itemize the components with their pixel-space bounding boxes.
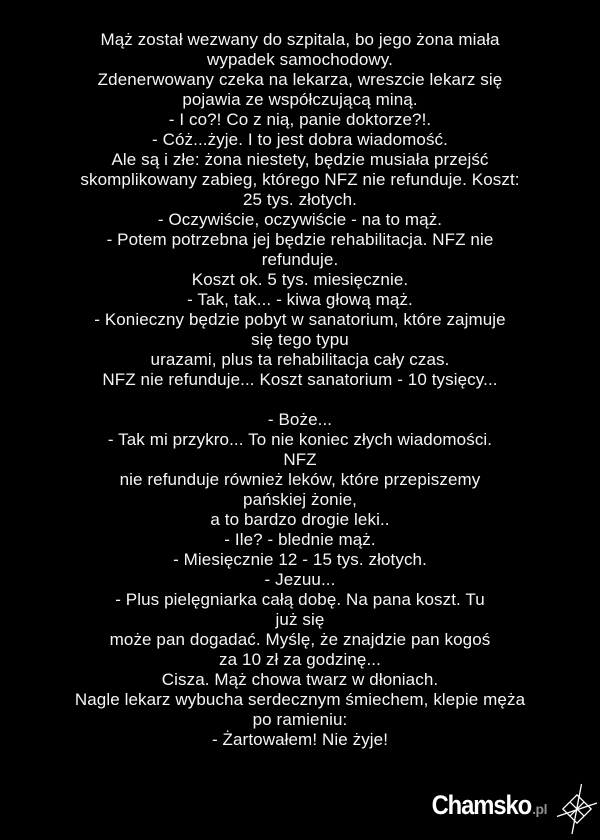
joke-line: - Tak mi przykro... To nie koniec złych wiadomości. [107,430,493,449]
joke-line: - Cóż...żyje. I to jest dobra wiadomość. [152,130,448,149]
joke-line: Koszt ok. 5 tys. miesięcznie. [191,270,409,289]
joke-line: - Oczywiście, oczywiście - na to mąż. [157,210,443,229]
joke-line: - Żartowałem! Nie żyje! [211,730,389,749]
brand-tld: .pl [532,800,547,817]
joke-line: 25 tys. złotych. [242,190,358,209]
joke-line: urazami, plus ta rehabilitacja cały czas. [150,350,450,369]
joke-line: po ramieniu: [252,710,348,729]
joke-line: - Boże... [267,410,333,429]
joke-line: a to bardzo drogie leki.. [210,510,390,529]
joke-line: się tego typu [251,330,349,349]
joke-line: NFZ nie refunduje... Koszt sanatorium - 10 tysięcy... [102,370,498,389]
tilted-hash-logo-icon [555,782,599,836]
joke-line: - Jezuu... [264,570,336,589]
joke-line: - Tak, tak... - kiwa głową mąż. [187,290,413,309]
joke-line: Cisza. Mąż chowa twarz w dłoniach. [161,670,439,689]
brand-wordmark [418,790,547,821]
joke-line: pańskiej żonie, [243,490,357,509]
joke-line: Zdenerwowany czeka na lekarza, wreszcie lekarz się [97,70,503,89]
joke-line: - Potem potrzebna jej będzie rehabilitacja. NFZ nie [106,230,494,249]
joke-line: - Miesięcznie 12 - 15 tys. złotych. [173,550,427,569]
joke-line: Ale są i złe: żona niestety, będzie musiała przejść [111,150,489,169]
joke-line: już się [275,610,325,629]
joke-line: - Konieczny będzie pobyt w sanatorium, które zajmuje [94,310,506,329]
joke-text [8,30,592,750]
joke-line: wypadek samochodowy. [207,50,393,69]
joke-line: Mąż został wezwany do szpitala, bo jego żona miała [100,30,500,49]
joke-line: - Plus pielęgniarka całą dobę. Na pana koszt. Tu [115,590,485,609]
joke-line: pojawia ze współczującą miną. [182,90,418,109]
joke-line: Nagle lekarz wybucha serdecznym śmiechem, klepie męża [74,690,526,709]
joke-line: może pan dogadać. Myślę, że znajdzie pan kogoś [109,630,491,649]
joke-line: za 10 zł za godzinę... [219,650,381,669]
footer-logo [418,782,599,836]
joke-line: skomplikowany zabieg, którego NFZ nie refunduje. Koszt: [80,170,520,189]
joke-line: - Ile? - blednie mąż. [224,530,376,549]
joke-line: NFZ [283,450,317,469]
joke-line [8,390,592,410]
joke-line: nie refunduje również leków, które przepiszemy [119,470,481,489]
brand-text: Chamsko [431,789,532,820]
joke-line: refunduje. [261,250,339,269]
joke-line: - I co?! Co z nią, panie doktorze?!. [168,110,432,129]
